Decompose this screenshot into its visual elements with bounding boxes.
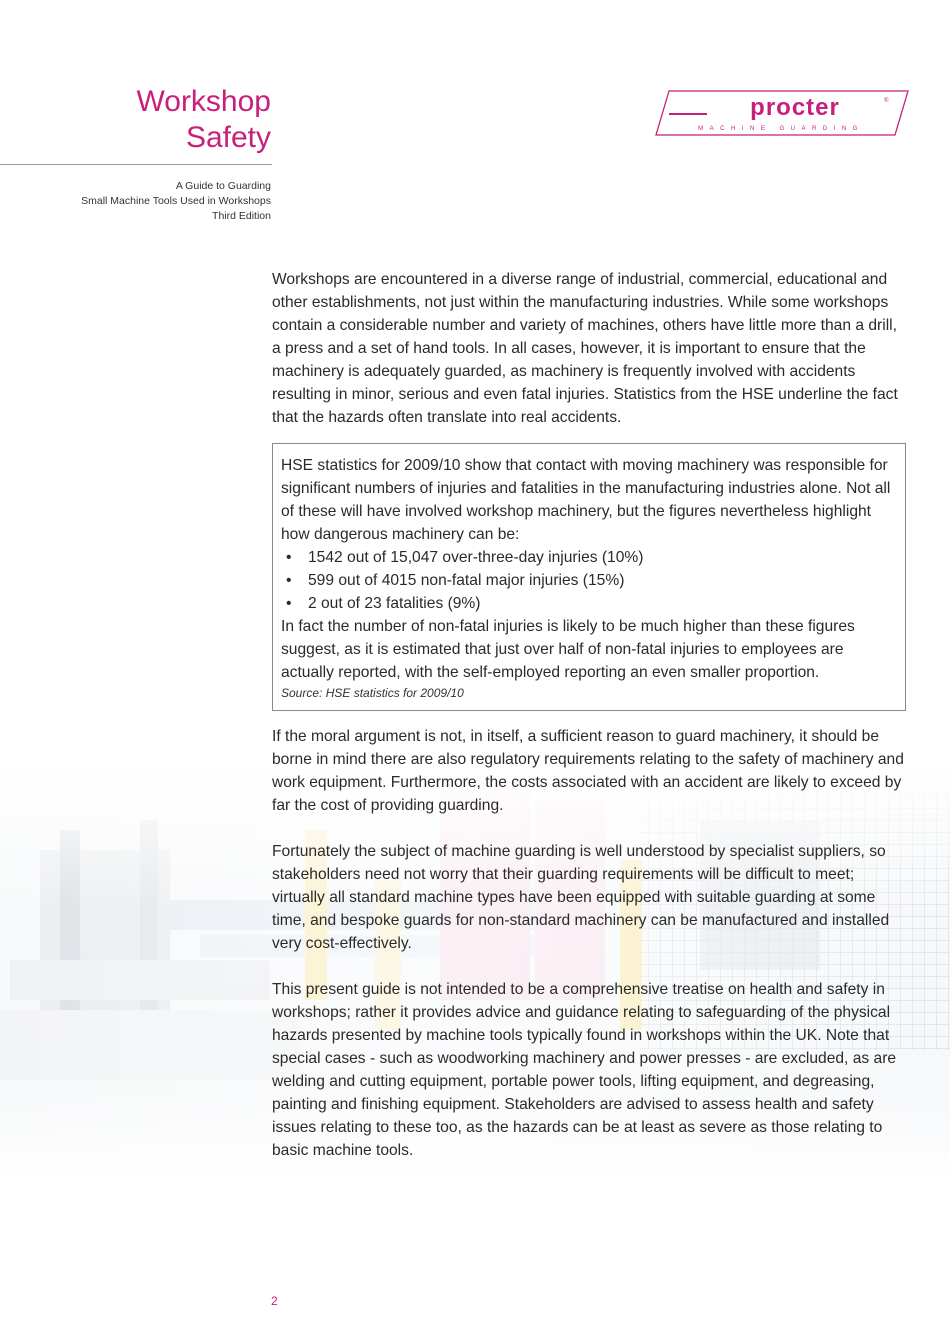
specialist-suppliers-paragraph: Fortunately the subject of machine guarding is well understood by specialist suppliers, so stakeholders need not worry that their guarding requirements will be difficult to meet; virtually all standard machine types have been equipped with suitable guarding at some time, and bespoke guards for non-standard machinery can be manufactured and installed very cost-effectively. xyxy=(272,843,890,952)
subtitle-line-2: Small Machine Tools Used in Workshops xyxy=(81,195,271,207)
bullet-text: 2 out of 23 fatalities (9%) xyxy=(308,595,481,612)
list-item xyxy=(281,546,893,569)
stats-follow-text: In fact the number of non-fatal injuries is likely to be much higher than these figures suggest, as it is estimated that just over half of non-fatal injuries to employees are actually reported, with the self-employed reporting an even smaller proportion. xyxy=(281,618,855,681)
page-number: 2 xyxy=(271,1294,278,1308)
bullet-text: 1542 out of 15,047 over-three-day injuries (10%) xyxy=(308,549,644,566)
title-line-1: Workshop xyxy=(136,85,271,118)
guide-scope-paragraph: This present guide is not intended to be a comprehensive treatise on health and safety in workshops; rather it provides advice and guidance relating to safeguarding of the physical hazards presented by machine tools typically found in workshops within the UK. Note that special cases - such as woodworking machinery and power presses - are excluded, as are welding and cutting equipment, portable power tools, lifting equipment, and degreasing, painting and finishing equipment. Stakeholders are advised to assess health and safety issues relating to these too, as the hazards can be at least as severe as those relating to basic machine tools. xyxy=(272,981,897,1159)
logo-tagline: MACHINE GUARDING xyxy=(698,126,864,132)
list-item xyxy=(281,569,893,592)
hse-statistics-box xyxy=(272,443,906,711)
intro-paragraph: Workshops are encountered in a diverse range of industrial, commercial, educational and other establishments, not just within the manufacturing industries. While some workshops contain a considerable number and variety of machines, others have little more than a drill, a press and a set of hand tools. In all cases, however, it is important to ensure that the machinery is adequately guarded, as machinery is frequently involved with accidents resulting in minor, serious and even fatal injuries. Statistics from the HSE underline the fact that the hazards often translate into real accidents. xyxy=(272,271,898,426)
subtitle-line-1: A Guide to Guarding xyxy=(175,180,271,192)
bullet-icon: • xyxy=(286,572,292,589)
bullet-icon: • xyxy=(286,549,292,566)
title-divider xyxy=(0,164,272,165)
procter-logo xyxy=(655,90,910,136)
bullet-text: 599 out of 4015 non-fatal major injuries (15%) xyxy=(308,572,625,589)
stats-source-citation: Source: HSE statistics for 2009/10 xyxy=(281,686,464,700)
stats-lead-text: HSE statistics for 2009/10 show that contact with moving machinery was responsible for significant numbers of injuries and fatalities in the manufacturing industries alone. Not all of these will have involved workshop machinery, but the figures nevertheless highlight how dangerous machinery can be: xyxy=(281,457,891,543)
bullet-icon: • xyxy=(286,595,292,612)
main-content xyxy=(272,268,908,1162)
document-title xyxy=(0,84,271,156)
list-item xyxy=(281,592,893,615)
stats-bullet-list xyxy=(281,546,893,615)
logo-registered-mark: ® xyxy=(884,98,889,104)
title-line-2: Safety xyxy=(185,121,271,154)
document-subtitle xyxy=(0,179,271,224)
logo-wordmark: procter xyxy=(750,94,840,121)
subtitle-line-3: Third Edition xyxy=(212,210,271,222)
moral-argument-paragraph: If the moral argument is not, in itself, a sufficient reason to guard machinery, it should be borne in mind there are also regulatory requirements relating to the safety of machinery and work equipment. Furthermore, the costs associated with an accident are likely to exceed by far the cost of providing guarding. xyxy=(272,728,904,814)
